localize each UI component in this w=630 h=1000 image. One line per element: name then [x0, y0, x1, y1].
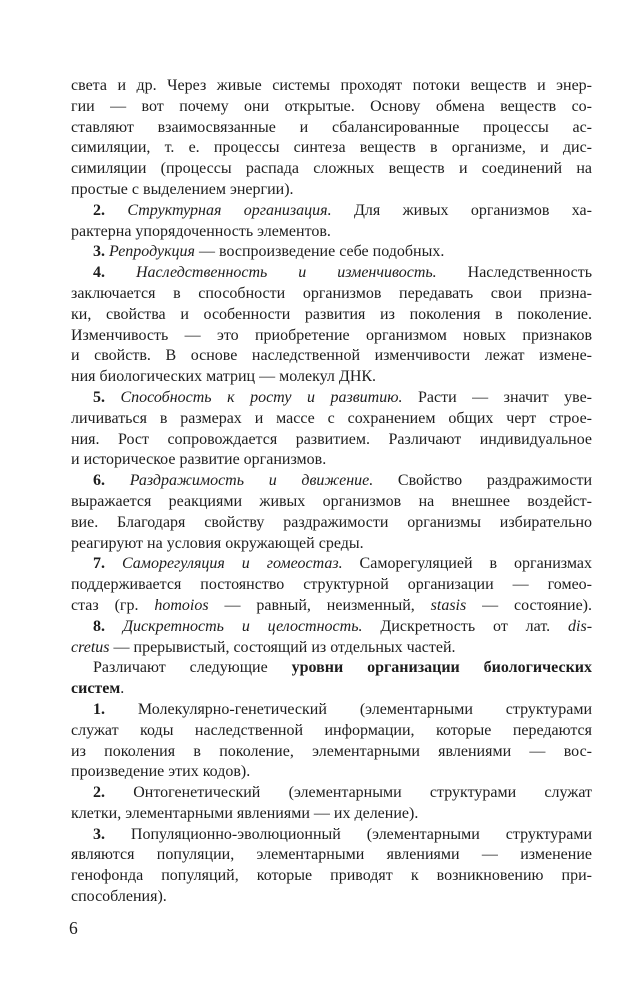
italic-run: homoios [154, 596, 209, 614]
page-number: 6 [69, 918, 78, 938]
text-run: Наследственность [436, 264, 592, 282]
text-run: заключается в способности организмов передавать свои призна- [71, 284, 592, 302]
bold-run: 2. [93, 784, 105, 802]
text-run: — равный, неизменный, [208, 596, 431, 614]
text-line [71, 638, 592, 659]
text-run: Молекулярно-генетический (элементарными структурами [105, 700, 592, 718]
paragraph [71, 658, 592, 700]
text-line [71, 534, 592, 555]
text-run: стаз (гр. [71, 596, 155, 614]
text-line [71, 700, 592, 721]
paragraph [71, 388, 592, 471]
text-run: выражается реакциями живых организмов на внешнее воздейст- [71, 492, 592, 510]
text-run: рактерна упорядоченность элементов. [71, 222, 331, 240]
paragraph [71, 554, 592, 616]
text-run: ния. Рост сопровождается развитием. Различают индивидуальное [71, 430, 592, 448]
text-run: простые с выделением энергии). [71, 180, 294, 198]
text-run: ния биологических матриц — молекул ДНК. [71, 368, 377, 386]
italic-run: Дискретность и целостность. [105, 617, 363, 635]
text-line [71, 596, 592, 617]
text-line [71, 513, 592, 534]
text-run: . [120, 680, 125, 698]
text-line [71, 367, 592, 388]
text-line [71, 721, 592, 742]
italic-run: stasis [430, 596, 467, 614]
text-run: и свойств. В основе наследственной изменчивости лежат измене- [71, 347, 592, 365]
text-run: вие. Благодаря свойству раздражимости организмы избирательно [71, 513, 592, 531]
paragraph [71, 263, 592, 388]
text-run: симиляции, т. е. процессы синтеза веществ в организме, и дис- [71, 139, 592, 157]
text-run: Свойство раздражимости [373, 472, 592, 490]
text-line [71, 138, 592, 159]
text-line [71, 326, 592, 347]
text-line [71, 76, 592, 97]
bold-run: уровни организации биологических [291, 659, 592, 677]
italic-run: Структурная организация. [105, 201, 332, 219]
text-line [71, 471, 592, 492]
text-line [71, 222, 592, 243]
italic-run: Способность к росту и развитию. [105, 388, 403, 406]
text-line [71, 242, 592, 263]
bold-run: систем [71, 680, 121, 698]
text-run: ки, свойства и особенности развития из поколения в поколение. [71, 305, 592, 323]
text-run: произведение этих кодов). [71, 763, 251, 781]
text-line [71, 118, 592, 139]
text-run: гии — вот почему они открытые. Основу обмена веществ со- [71, 97, 592, 115]
text-line [71, 658, 592, 679]
italic-run: cretus [71, 638, 110, 656]
text-line [71, 825, 592, 846]
bold-run: 4. [93, 264, 105, 282]
text-run: Расти — значит уве- [402, 388, 592, 406]
bold-run: 2. [93, 201, 105, 219]
text-line [71, 450, 592, 471]
text-run: Дискретность от лат. [362, 617, 569, 635]
text-run: Онтогенетический (элементарными структурами служат [105, 784, 592, 802]
text-run: генофонда популяций, которые приводят к возникновению при- [71, 867, 592, 885]
text-run: — состояние). [466, 596, 592, 614]
text-line [71, 430, 592, 451]
paragraph [71, 825, 592, 908]
paragraph [71, 617, 592, 659]
text-run: Популяционно-эволюционный (элементарными структурами [105, 825, 592, 843]
italic-run: Саморегуляция и гомеостаз. [105, 555, 343, 573]
text-line [71, 866, 592, 887]
text-run: являются популяции, элементарными явлениями — изменение [71, 846, 592, 864]
text-run: поддерживается постоянство структурной организации — гомео- [71, 576, 592, 594]
text-line [71, 804, 592, 825]
text-run: служат коды наследственной информации, которые передаются [71, 721, 592, 739]
text-run: способления). [71, 888, 167, 906]
text-run: — воспроизведение себе подобных. [195, 243, 445, 261]
text-run: и историческое развитие организмов. [71, 451, 327, 469]
text-line [71, 845, 592, 866]
text-line [71, 617, 592, 638]
text-line [71, 201, 592, 222]
bold-run: 6. [93, 472, 105, 490]
text-run: ставляют взаимосвязанные и сбалансированные процессы ас- [71, 118, 592, 136]
text-line [71, 575, 592, 596]
text-line [71, 409, 592, 430]
text-run: Саморегуляцией в организмах [342, 555, 593, 573]
text-run: личиваться в размерах и массе с сохранением общих черт строе- [71, 409, 592, 427]
text-line [71, 762, 592, 783]
text-run: клетки, элементарными явлениями — их деление). [71, 804, 419, 822]
text-run: Изменчивость — это приобретение организмом новых признаков [71, 326, 592, 344]
text-line [71, 492, 592, 513]
italic-run: Раздражимость и движение. [105, 472, 374, 490]
paragraph [71, 201, 592, 243]
text-line [71, 554, 592, 575]
text-run: Для живых организмов ха- [331, 201, 592, 219]
paragraph [71, 242, 592, 263]
text-line [71, 159, 592, 180]
text-line [71, 388, 592, 409]
text-line [71, 742, 592, 763]
text-block [71, 76, 592, 908]
text-line [71, 180, 592, 201]
text-run: из поколения в поколение, элементарными явлениями — вос- [71, 742, 592, 760]
text-line [71, 97, 592, 118]
italic-run: dis- [568, 617, 593, 635]
text-line [71, 679, 592, 700]
text-run: — прерывистый, состоящий из отдельных частей. [109, 638, 456, 656]
bold-run: 3. [93, 243, 105, 261]
bold-run: 8. [93, 617, 105, 635]
text-run: реагируют на условия окружающей среды. [71, 534, 364, 552]
bold-run: 1. [93, 700, 105, 718]
bold-run: 7. [93, 555, 105, 573]
text-line [71, 263, 592, 284]
text-run: света и др. Через живые системы проходят потоки веществ и энер- [71, 77, 592, 94]
paragraph [71, 76, 592, 201]
text-line [71, 346, 592, 367]
text-line [71, 305, 592, 326]
paragraph [71, 700, 592, 783]
text-line [71, 284, 592, 305]
bold-run: 5. [93, 388, 105, 406]
italic-run: Наследственность и изменчивость. [105, 264, 437, 282]
bold-run: 3. [93, 825, 105, 843]
text-line [71, 783, 592, 804]
text-run: Различают следующие [93, 659, 292, 677]
italic-run: Репродукция [105, 243, 195, 261]
text-run: симиляции (процессы распада сложных веществ и соединений на [71, 160, 592, 178]
paragraph [71, 783, 592, 825]
text-line [71, 887, 592, 908]
paragraph [71, 471, 592, 554]
